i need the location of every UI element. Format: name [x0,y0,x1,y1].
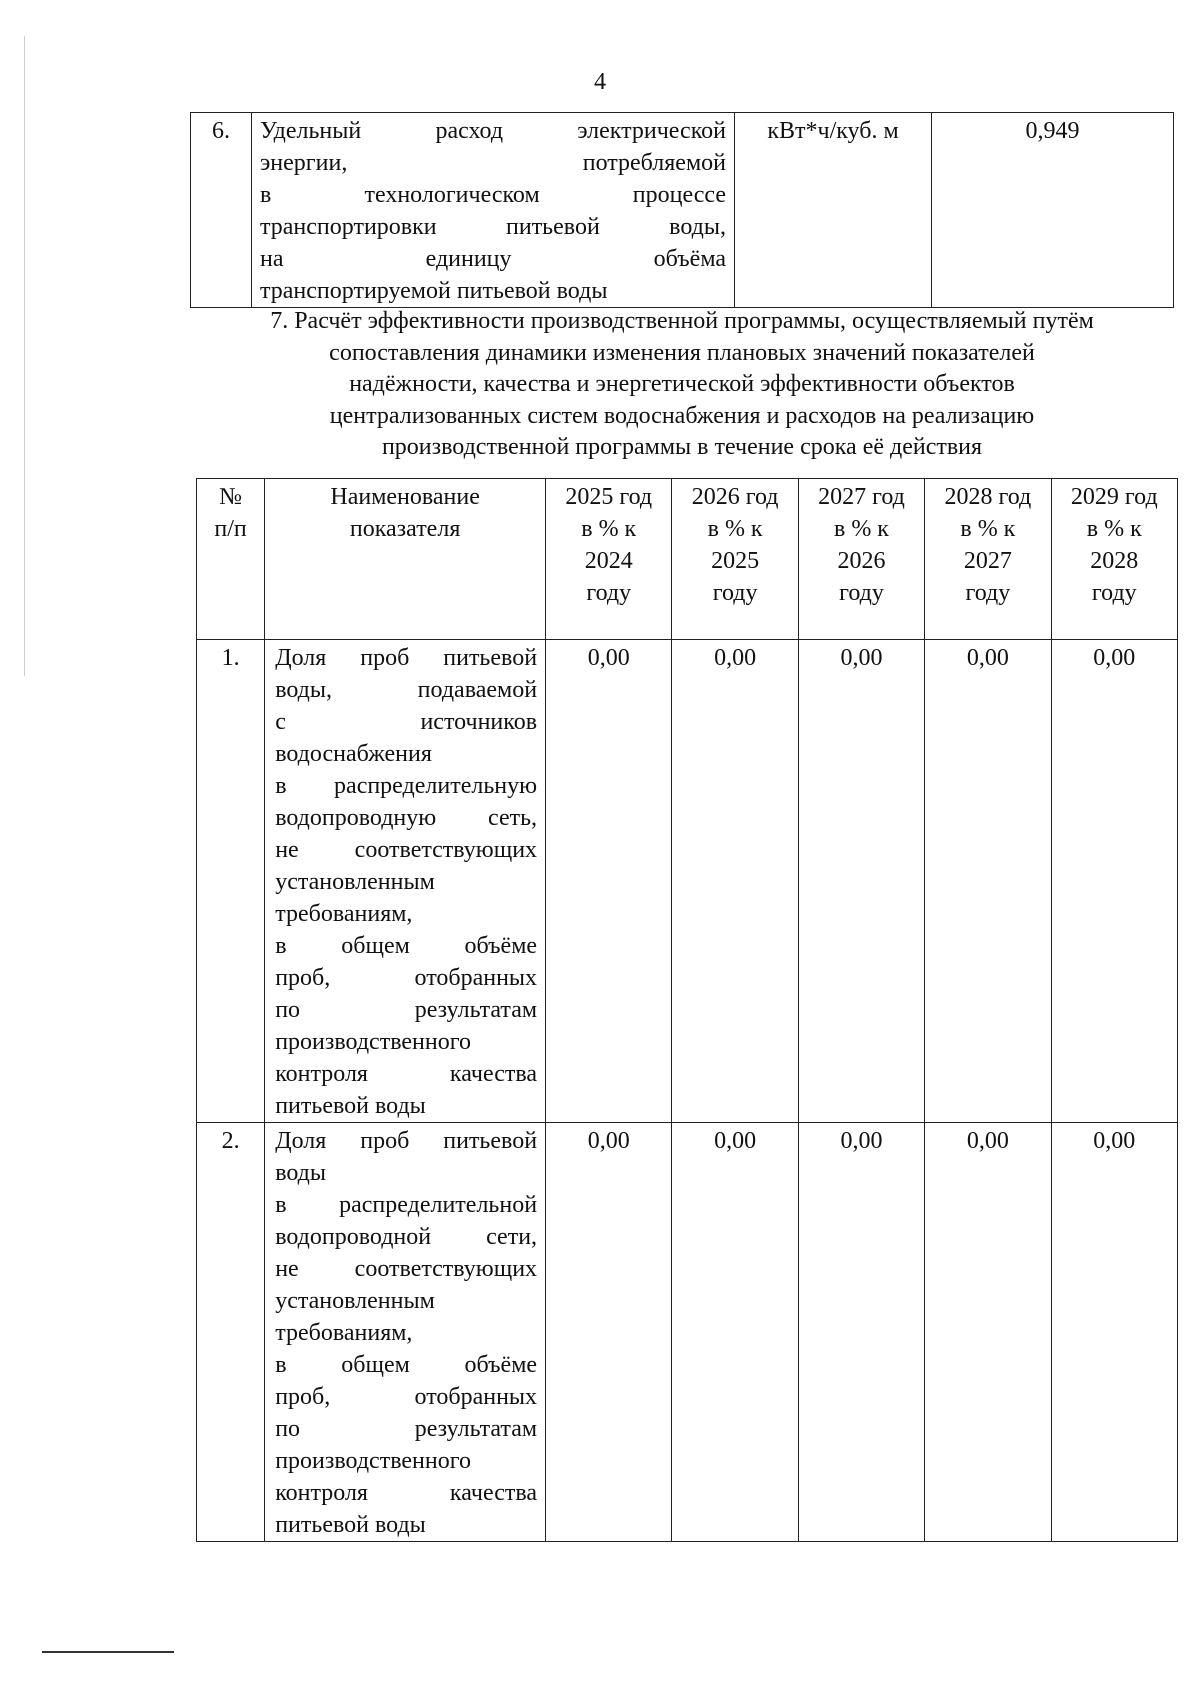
indicator-name-line: установленным [275,1288,435,1314]
section-title-line: надёжности, качества и энергетической эффективности объектов [349,371,1015,397]
indicator-name-line: производственного [275,1448,471,1474]
indicator-name-line: водопроводной сети, [275,1224,538,1250]
indicator-name-line: не соответствующих [275,837,538,863]
table-row [191,113,1174,308]
header-line: в % к [833,516,889,542]
row-number: 1. [197,640,265,1123]
indicator-name-line: водоснабжения [275,741,432,767]
section-title-line: производственной программы в течение срока её действия [381,434,983,460]
value-cell-2027: 0,00 [798,1123,924,1542]
value-cell-2025: 0,00 [546,640,672,1123]
indicator-name-line: в технологическом процессе [260,182,726,208]
header-line: 2029 год [1070,484,1158,510]
indicator-name-line: с источников [275,709,538,735]
header-line: 2026 год [691,484,779,510]
efficiency-table [196,478,1178,1542]
indicator-name [252,113,735,308]
header-line: № [219,484,243,510]
indicator-name-line: в общем объёме [275,1352,538,1378]
scan-margin-line [24,36,25,676]
section-title-line: централизованных систем водоснабжения и расходов на реализацию [329,402,1035,429]
header-year-2027 [798,479,924,640]
header-line: Наименование [330,484,480,510]
header-line: 2025 год [565,484,653,510]
indicator-name-line: воды, подаваемой [275,677,538,703]
footnote-separator [42,1651,174,1653]
header-line: году [839,580,884,606]
header-row [197,479,1178,640]
indicator-name-line: воды [275,1160,327,1186]
row-number: 6. [191,113,252,308]
indicator-name-line: Удельный расход электрической [260,118,726,144]
value-cell-2026: 0,00 [672,1123,798,1542]
header-line: году [965,580,1011,606]
header-line: в % к [1086,516,1142,542]
indicator-name-line: в общем объёме [275,933,538,959]
header-line: в % к [707,516,763,542]
header-year-2026 [672,479,798,640]
indicator-name-line: на единицу объёма [260,246,726,272]
indicator-name-line: требованиям, [275,1320,413,1346]
indicator-table-continued [190,112,1174,308]
table-row [197,1123,1178,1542]
header-year-2028 [925,479,1051,640]
section-title [190,306,1174,464]
indicator-name-line: в распределительной [275,1192,538,1218]
row-number: 2. [197,1123,265,1542]
indicator-name-line: требованиям, [275,901,413,927]
indicator-name-line: Доля проб питьевой [275,645,538,671]
value-cell-2028: 0,00 [925,1123,1051,1542]
indicator-name-line: проб, отобранных [275,965,538,991]
indicator-name-line: транспортировки питьевой воды, [260,214,726,240]
header-indicator-name [265,479,546,640]
value-cell: 0,949 [932,113,1174,308]
header-line: в % к [581,516,637,542]
indicator-name-line: энергии, потребляемой [260,150,726,176]
header-line: 2026 [837,548,886,574]
value-cell-2029: 0,00 [1051,640,1177,1123]
indicator-name-line: водопроводную сеть, [275,805,538,831]
indicator-name-line: контроля качества [275,1480,538,1506]
header-line: году [1091,580,1137,606]
value-cell-2029: 0,00 [1051,1123,1177,1542]
value-cell-2027: 0,00 [798,640,924,1123]
header-line: году [586,580,632,606]
header-line: 2027 год [818,484,905,510]
indicator-name-line: установленным [275,869,435,895]
header-line: 2024 [584,548,633,574]
indicator-name-line: по результатам [275,1416,538,1442]
unit-cell: кВт*ч/куб. м [735,113,932,308]
header-line: 2027 [963,548,1012,574]
indicator-name-line: проб, отобранных [275,1384,538,1410]
page-number: 4 [594,69,606,95]
section-title-line: сопоставления динамики изменения плановых значений показателей [329,339,1035,366]
indicator-name-line: производственного [275,1029,471,1055]
header-number [197,479,265,640]
value-cell-2028: 0,00 [925,640,1051,1123]
indicator-name-line: по результатам [275,997,538,1023]
header-line: 2028 год [944,484,1032,510]
header-line: году [712,580,758,606]
value-cell-2025: 0,00 [546,1123,672,1542]
section-title-line: 7. Расчёт эффективности производственной программы, осуществляемый путём [270,308,1094,334]
header-line: в % к [960,516,1016,542]
indicator-name-line: питьевой воды [275,1512,426,1538]
indicator-name-line: в распределительную [275,773,538,799]
header-year-2029 [1051,479,1177,640]
indicator-name-line: Доля проб питьевой [275,1128,538,1154]
table-row [197,640,1178,1123]
header-line: 2025 [711,548,760,574]
indicator-name-line: контроля качества [275,1061,538,1087]
indicator-name [265,1123,546,1542]
indicator-name-line: транспортируемой питьевой воды [260,278,608,304]
indicator-name [265,640,546,1123]
header-year-2025 [546,479,672,640]
header-line: 2028 [1090,548,1139,574]
indicator-name-line: питьевой воды [275,1093,426,1119]
value-cell-2026: 0,00 [672,640,798,1123]
header-line: п/п [214,516,247,542]
header-line: показателя [349,516,461,542]
indicator-name-line: не соответствующих [275,1256,538,1282]
